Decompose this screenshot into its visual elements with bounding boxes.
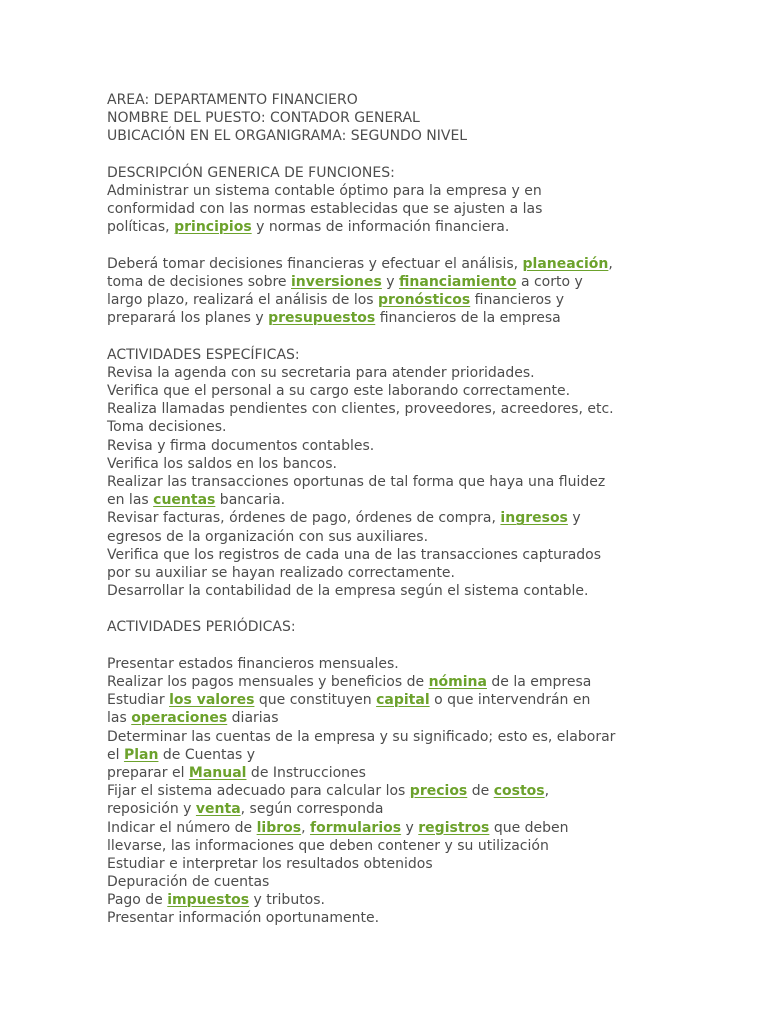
text-segment: Verifica que el personal a su cargo este laborando correctamente.	[107, 383, 571, 399]
hyperlink[interactable]: pronósticos	[378, 292, 471, 309]
text-line	[107, 109, 667, 127]
hyperlink[interactable]: inversiones	[291, 273, 382, 290]
text-segment: financieros de la empresa	[375, 310, 561, 327]
blank-line	[107, 146, 667, 164]
text-line	[107, 764, 667, 782]
text-line	[107, 346, 667, 364]
hyperlink[interactable]: Plan	[123, 746, 159, 763]
text-line	[107, 691, 667, 709]
hyperlink[interactable]: operaciones	[131, 710, 228, 727]
text-line	[107, 800, 667, 818]
text-segment: preparará los planes y	[107, 310, 269, 327]
text-segment: Administrar un sistema contable óptimo para la empresa y en	[107, 182, 542, 199]
hyperlink[interactable]: principios	[174, 219, 252, 236]
text-segment: ACTIVIDADES PERIÓDICAS:	[107, 619, 296, 636]
blank-line	[107, 327, 667, 345]
text-line	[107, 364, 667, 382]
blank-line	[107, 237, 667, 255]
text-line	[107, 673, 667, 691]
text-segment: el	[107, 746, 124, 763]
text-line	[107, 546, 667, 564]
text-line	[107, 582, 667, 600]
text-line	[107, 255, 667, 273]
hyperlink[interactable]: costos	[493, 783, 545, 800]
text-segment: Realizar las transacciones oportunas de tal forma que haya una fluidez	[107, 473, 606, 490]
text-segment: Revisa la agenda con su secretaria para atender prioridades.	[107, 364, 535, 381]
hyperlink[interactable]: formularios	[310, 819, 402, 836]
text-line	[107, 855, 667, 873]
text-segment: Revisar facturas, órdenes de pago, órdenes de compra,	[107, 510, 501, 527]
text-segment: Determinar las cuentas de la empresa y su significado; esto es, elaborar	[107, 728, 616, 745]
text-segment: Deberá tomar decisiones financieras y efectuar el análisis,	[107, 255, 523, 272]
text-line	[107, 182, 667, 200]
text-line	[107, 418, 667, 436]
text-line	[107, 309, 667, 327]
text-segment: toma de decisiones sobre	[107, 273, 291, 290]
text-segment: Pago de	[107, 892, 168, 909]
hyperlink[interactable]: planeación	[522, 255, 609, 272]
text-segment: conformidad con las normas establecidas que se ajusten a las	[107, 201, 543, 218]
text-segment: Indicar el número de	[107, 819, 257, 836]
text-line	[107, 509, 667, 527]
text-segment: DESCRIPCIÓN GENERICA DE FUNCIONES:	[107, 164, 395, 181]
text-segment: Presentar información oportunamente.	[107, 910, 380, 927]
text-segment: las	[107, 710, 132, 727]
text-line	[107, 455, 667, 473]
text-segment: Revisa y firma documentos contables.	[107, 437, 375, 454]
blank-line	[107, 637, 667, 655]
text-segment: Estudiar e interpretar los resultados obtenidos	[107, 855, 433, 872]
hyperlink[interactable]: registros	[418, 819, 490, 836]
text-segment: que constituyen	[254, 692, 377, 709]
text-segment: por su auxiliar se hayan realizado correctamente.	[107, 564, 455, 581]
text-segment: de la empresa	[486, 674, 592, 690]
text-segment: bancaria.	[215, 492, 286, 509]
text-segment: preparar el	[107, 764, 189, 781]
text-segment: y normas de información financiera.	[251, 219, 510, 236]
blank-line	[107, 600, 667, 618]
text-segment: Realizar los pagos mensuales y beneficios de	[107, 674, 429, 690]
text-line	[107, 91, 667, 109]
hyperlink[interactable]: financiamiento	[399, 273, 517, 290]
text-line	[107, 564, 667, 582]
text-segment: llevarse, las informaciones que deben contener y su utilización	[107, 837, 549, 854]
text-line	[107, 491, 667, 509]
text-segment: que deben	[489, 819, 569, 836]
hyperlink[interactable]: precios	[409, 783, 468, 800]
hyperlink[interactable]: los valores	[169, 692, 255, 709]
text-segment: UBICACIÓN EN EL ORGANIGRAMA: SEGUNDO NIVEL	[107, 128, 468, 145]
text-segment: Toma decisiones.	[107, 419, 227, 436]
text-line	[107, 618, 667, 636]
text-segment: Realiza llamadas pendientes con clientes, proveedores, acreedores, etc.	[107, 401, 614, 418]
text-segment: , según corresponda	[240, 801, 384, 818]
hyperlink[interactable]: venta	[195, 801, 241, 818]
text-line	[107, 909, 667, 927]
text-line	[107, 782, 667, 800]
text-segment: ,	[608, 255, 613, 272]
text-segment: Verifica que los registros de cada una de las transacciones capturados	[107, 546, 602, 563]
text-segment: NOMBRE DEL PUESTO: CONTADOR GENERAL	[107, 110, 420, 127]
hyperlink[interactable]: ingresos	[500, 510, 568, 527]
text-segment: de Instrucciones	[246, 764, 366, 781]
text-segment: AREA: DEPARTAMENTO FINANCIERO	[107, 92, 358, 108]
text-segment: Depuración de cuentas	[107, 874, 270, 891]
text-line	[107, 400, 667, 418]
text-segment: políticas,	[107, 219, 175, 236]
text-segment: o que intervendrán en	[429, 692, 591, 709]
text-segment: financieros y	[470, 292, 565, 309]
text-segment: y tributos.	[249, 892, 325, 909]
text-segment: de	[467, 783, 494, 800]
text-segment: diarias	[227, 710, 279, 727]
text-line	[107, 164, 667, 182]
text-line	[107, 200, 667, 218]
text-segment: a corto y	[516, 273, 583, 290]
text-line	[107, 528, 667, 546]
text-segment: ,	[544, 783, 550, 800]
text-line	[107, 437, 667, 455]
hyperlink[interactable]: impuestos	[167, 892, 250, 909]
text-segment: y	[567, 510, 581, 527]
text-line	[107, 382, 667, 400]
hyperlink[interactable]: cuentas	[153, 492, 216, 509]
text-segment: de Cuentas y	[158, 746, 256, 763]
text-line	[107, 291, 667, 309]
text-segment: reposición y	[107, 801, 196, 818]
hyperlink[interactable]: Manual	[188, 764, 247, 781]
text-line	[107, 837, 667, 855]
hyperlink[interactable]: capital	[376, 692, 430, 709]
text-line	[107, 127, 667, 145]
text-line	[107, 873, 667, 891]
text-line	[107, 655, 667, 673]
text-segment: Fijar el sistema adecuado para calcular los	[107, 783, 410, 800]
text-segment: ,	[301, 819, 311, 836]
text-segment: en las	[107, 492, 154, 509]
text-segment: egresos de la organización con sus auxiliares.	[107, 528, 429, 545]
text-line	[107, 218, 667, 236]
hyperlink[interactable]: presupuestos	[268, 310, 376, 327]
text-segment: y	[401, 819, 419, 836]
text-line	[107, 746, 667, 764]
text-line	[107, 473, 667, 491]
text-segment: Verifica los saldos en los bancos.	[107, 455, 337, 472]
text-segment: Desarrollar la contabilidad de la empresa según el sistema contable.	[107, 583, 589, 600]
hyperlink[interactable]: nómina	[428, 674, 487, 690]
text-line	[107, 819, 667, 837]
hyperlink[interactable]: libros	[256, 819, 302, 836]
text-line	[107, 709, 667, 727]
text-segment: Estudiar	[107, 692, 170, 709]
text-segment: largo plazo, realizará el análisis de los	[107, 292, 379, 309]
text-segment: Presentar estados financieros mensuales.	[107, 655, 399, 672]
text-segment: y	[381, 273, 400, 290]
document-page	[107, 91, 667, 928]
text-segment: ACTIVIDADES ESPECÍFICAS:	[107, 346, 300, 363]
text-line	[107, 273, 667, 291]
text-line	[107, 891, 667, 909]
text-line	[107, 728, 667, 746]
